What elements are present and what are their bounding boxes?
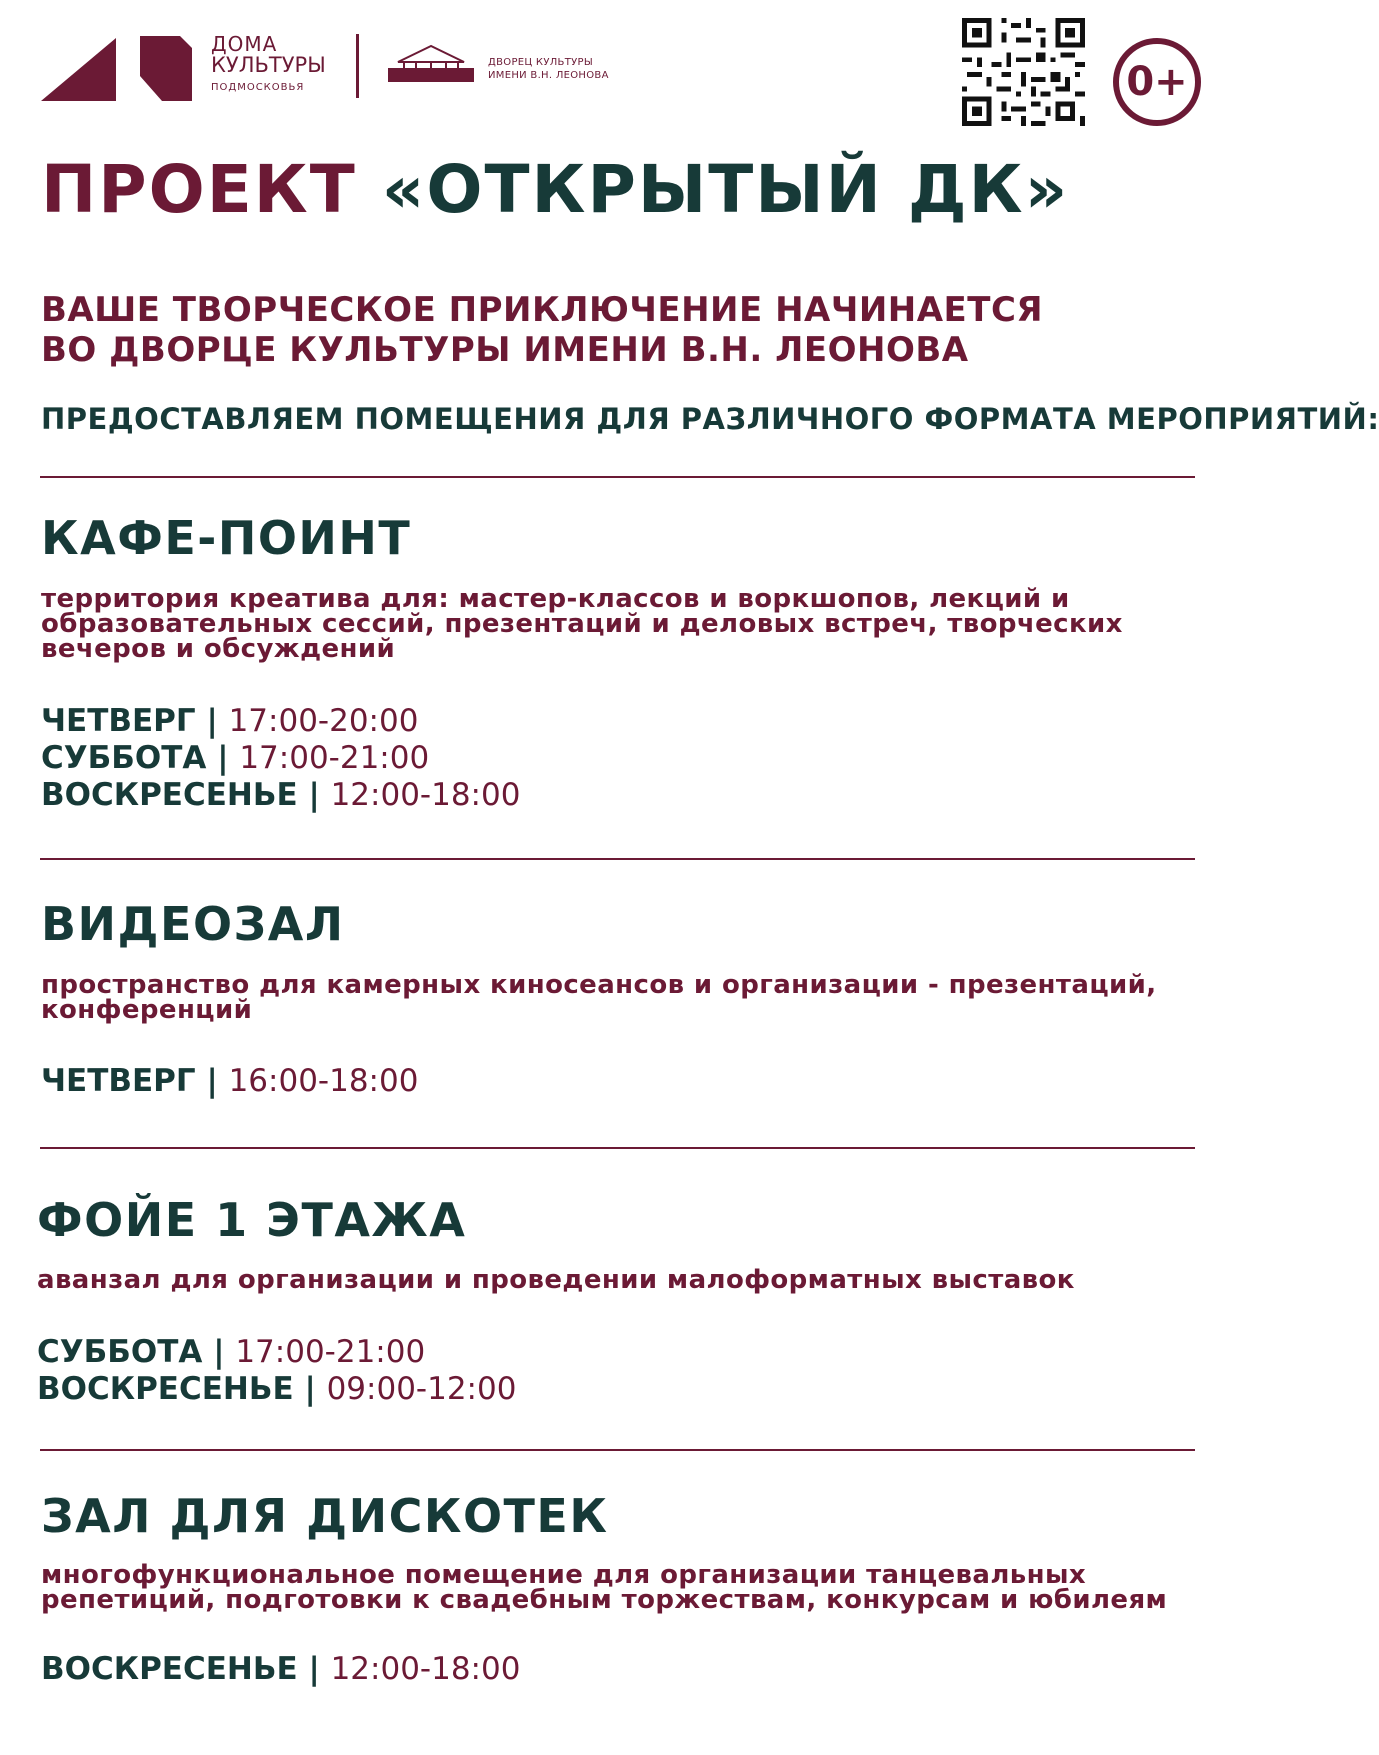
schedule-list	[37, 1334, 516, 1408]
schedule-time: 17:00-20:00	[228, 703, 419, 739]
schedule-time: 09:00-12:00	[326, 1371, 517, 1407]
section-description-videozal: пространство для камерных киносеансов и организации - презентаций, конференций	[41, 970, 1157, 1025]
title-part1: ПРОЕКТ	[41, 151, 357, 228]
subtitle	[41, 290, 1043, 370]
schedule-row: ВОСКРЕСЕНЬЕ | 12:00-18:00	[41, 777, 521, 813]
schedule-row: ЧЕТВЕРГ | 16:00-18:00	[41, 1063, 419, 1099]
schedule-time: 12:00-18:00	[330, 1651, 521, 1687]
palace-name	[488, 56, 609, 82]
section-title-foyer: ФОЙЕ 1 ЭТАЖА	[37, 1193, 467, 1247]
schedule-time: 17:00-21:00	[239, 740, 430, 776]
schedule-day: ВОСКРЕСЕНЬЕ	[41, 1651, 298, 1687]
palace-emblem-icon	[386, 44, 476, 84]
section-divider	[40, 476, 1195, 478]
schedule-day: ЧЕТВЕРГ	[41, 703, 196, 739]
page-title	[41, 150, 1069, 230]
schedule-day: СУББОТА	[41, 740, 207, 776]
schedule-row: СУББОТА | 17:00-21:00	[37, 1334, 426, 1370]
schedule-row: ВОСКРЕСЕНЬЕ | 12:00-18:00	[41, 1651, 521, 1687]
schedule-day: ВОСКРЕСЕНЬЕ	[37, 1371, 294, 1407]
schedule-list	[41, 703, 520, 814]
section-divider	[40, 1449, 1195, 1451]
schedule-day: ЧЕТВЕРГ	[41, 1063, 196, 1099]
schedule-time: 12:00-18:00	[330, 777, 521, 813]
logo-line2: КУЛЬТУРЫ	[211, 53, 326, 77]
section-divider	[40, 858, 1195, 860]
section-divider	[40, 1147, 1195, 1149]
section-title-videozal: ВИДЕОЗАЛ	[41, 897, 345, 951]
subtitle-line1: ВАШЕ ТВОРЧЕСКОЕ ПРИКЛЮЧЕНИЕ НАЧИНАЕТСЯ	[41, 290, 1044, 330]
section-title-disco-hall: ЗАЛ ДЛЯ ДИСКОТЕК	[41, 1489, 609, 1543]
schedule-list	[41, 1063, 418, 1100]
section-description-cafe-point: территория креатива для: мастер-классов и воркшопов, лекций и образовательных сессий, презентаций и деловых встреч, творческих вечеров и обсуждений	[41, 584, 1123, 664]
section-title-cafe-point: КАФЕ-ПОИНТ	[41, 511, 412, 565]
schedule-row: ВОСКРЕСЕНЬЕ | 09:00-12:00	[37, 1371, 517, 1407]
age-rating-badge: 0+	[1113, 38, 1201, 126]
schedule-list	[41, 1651, 520, 1688]
logo-divider	[356, 34, 359, 98]
schedule-day: СУББОТА	[37, 1334, 203, 1370]
subtitle-line2: ВО ДВОРЦЕ КУЛЬТУРЫ ИМЕНИ В.Н. ЛЕОНОВА	[41, 330, 969, 370]
section-description-disco-hall: многофункциональное помещение для организации танцевальных репетиций, подготовки к свадебным торжествам, конкурсам и юбилеям	[41, 1560, 1168, 1615]
qr-code[interactable]	[961, 18, 1086, 126]
schedule-time: 16:00-18:00	[228, 1063, 419, 1099]
doma-kultury-logo-triangle	[41, 38, 116, 101]
doma-kultury-logo-shape	[140, 36, 192, 101]
palace-name-line2: ИМЕНИ В.Н. ЛЕОНОВА	[488, 70, 609, 81]
section-description-foyer: аванзал для организации и проведении малоформатных выставок	[37, 1265, 1075, 1295]
schedule-day: ВОСКРЕСЕНЬЕ	[41, 777, 298, 813]
logo-line1: ДОМА	[211, 32, 278, 56]
schedule-row: ЧЕТВЕРГ | 17:00-20:00	[41, 703, 419, 739]
doma-kultury-logo-text	[211, 34, 326, 93]
schedule-row: СУББОТА | 17:00-21:00	[41, 740, 430, 776]
intro-text: ПРЕДОСТАВЛЯЕМ ПОМЕЩЕНИЯ ДЛЯ РАЗЛИЧНОГО ФОРМАТА МЕРОПРИЯТИЙ:	[41, 402, 1379, 436]
schedule-time: 17:00-21:00	[235, 1334, 426, 1370]
title-part2: «ОТКРЫТЫЙ ДК»	[381, 151, 1070, 228]
palace-name-line1: ДВОРЕЦ КУЛЬТУРЫ	[488, 57, 593, 68]
logo-line3: ПОДМОСКОВЬЯ	[211, 82, 305, 93]
